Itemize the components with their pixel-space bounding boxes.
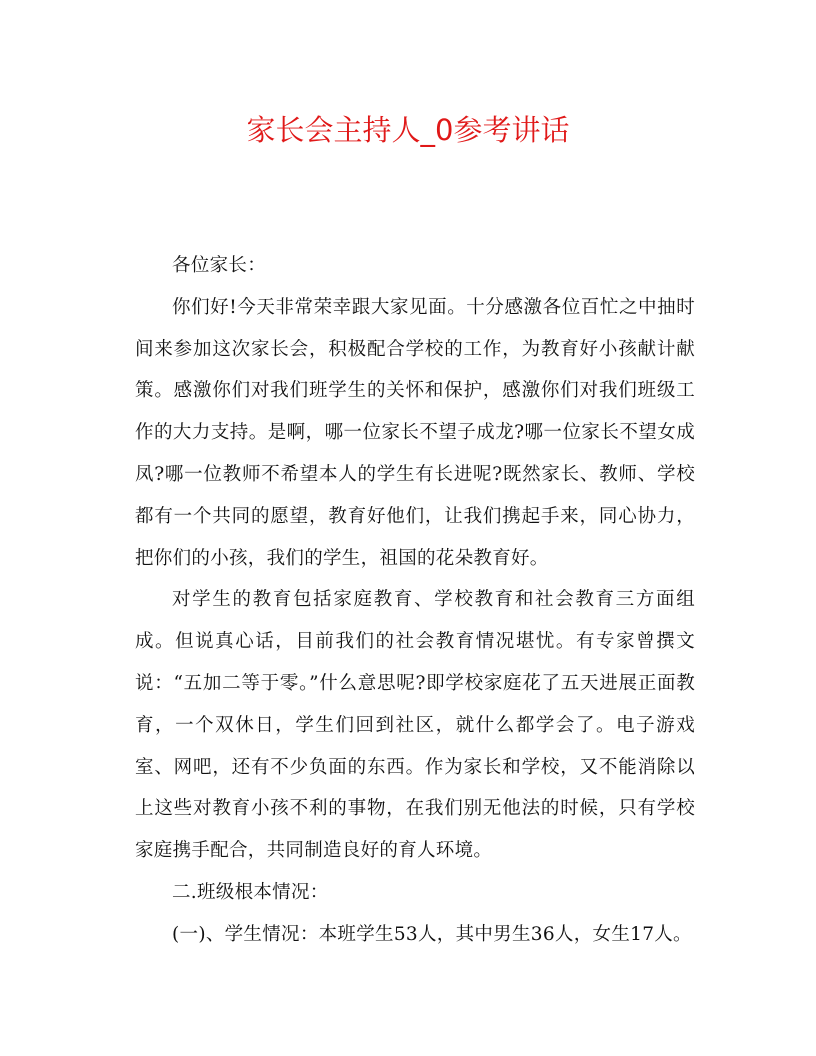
page-title: 家长会主持人_0参考讲话: [246, 113, 570, 147]
salutation: 各位家长：: [172, 255, 267, 276]
document-body: [135, 245, 695, 956]
section-heading-class-situation: 二.班级根本情况：: [172, 881, 329, 903]
paragraph-student-situation: (一)、学生情况：本班学生53人，其中男生36人，女生17人。: [172, 923, 692, 945]
paragraph-greeting: 你们好!今天非常荣幸跟大家见面。十分感激各位百忙之中抽时间来参加这次家长会，积极配合学校的工作，为教育好小孩献计献策。感激你们对我们班学生的关怀和保护，感激你们对我们班级工作的大力支持。是啊，哪一位家长不望子成龙?哪一位家长不望女成凤?哪一位教师不希望本人的学生有长进呢?既然家长、教师、学校都有一个共同的愿望，教育好他们，让我们携起手来，同心协力，把你们的小孩，我们的学生，祖国的花朵教育好。: [135, 296, 695, 569]
paragraph-education: 对学生的教育包括家庭教育、学校教育和社会教育三方面组成。但说真心话，目前我们的社会教育情况堪忧。有专家曾撰文说：“五加二等于零。”什么意思呢?即学校家庭花了五天进展正面教育，一个双休日，学生们回到社区，就什么都学会了。电子游戏室、网吧，还有不少负面的东西。作为家长和学校，又不能消除以上这些对教育小孩不利的事物，在我们别无他法的时候，只有学校家庭携手配合，共同制造良好的育人环境。: [135, 589, 695, 862]
